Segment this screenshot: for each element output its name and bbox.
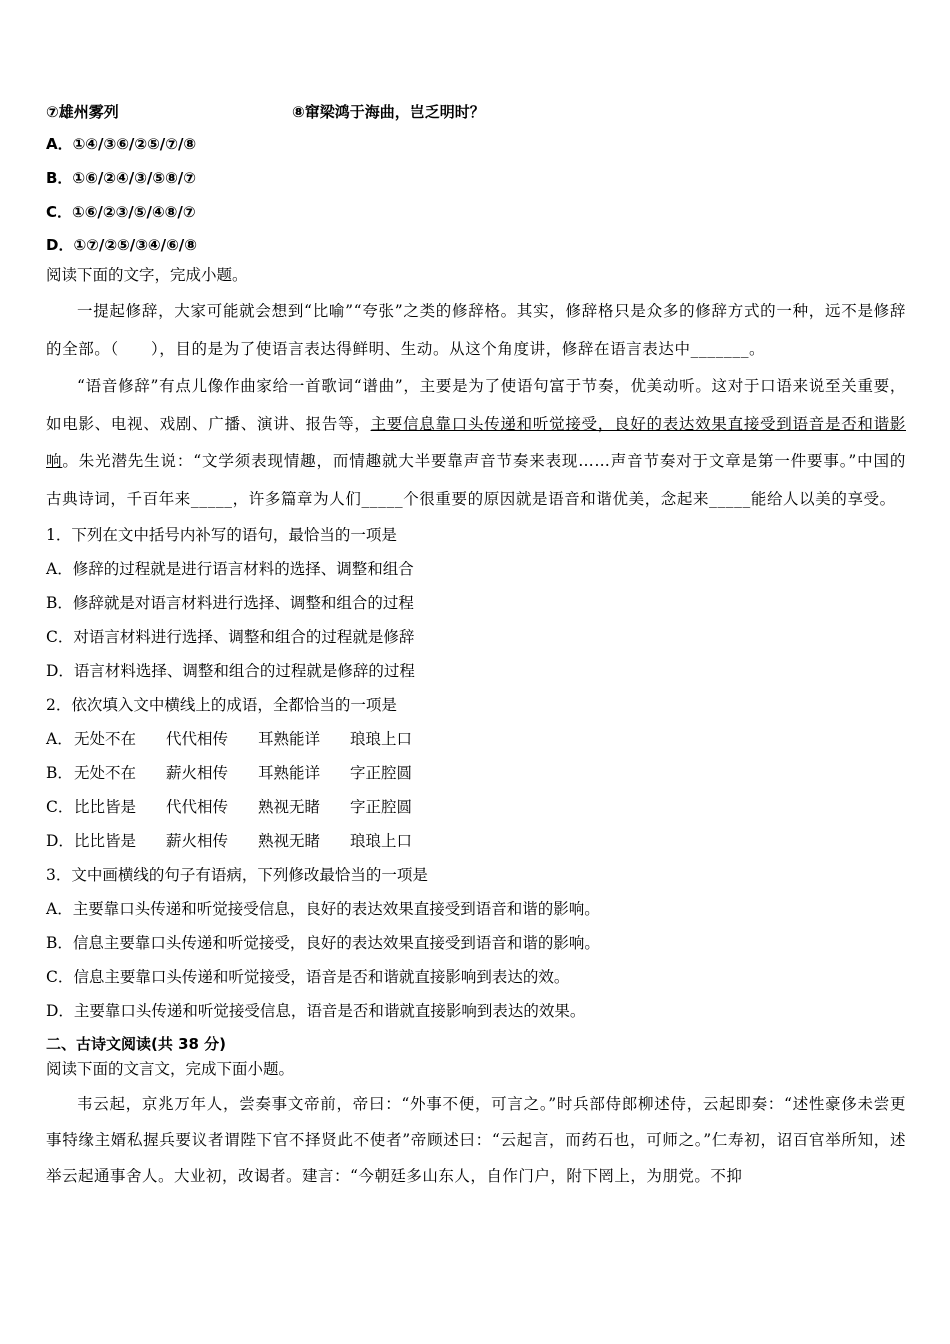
- q2-option-c: [46, 790, 906, 824]
- q2-word: 琅琅上口: [350, 730, 413, 748]
- section-2-title: 二、古诗文阅读(共 38 分): [46, 1035, 227, 1053]
- q2-word: 字正腔圆: [350, 798, 413, 816]
- top-items-row: [46, 97, 906, 127]
- item-7: ⑦雄州雾列: [46, 103, 119, 121]
- order-option-d: D．①⑦/②⑤/③④/⑥/⑧: [46, 236, 197, 254]
- document-page: [46, 97, 906, 1194]
- q2-option-b: [46, 756, 906, 790]
- passage-p2-before: “语音修辞”有点儿像作曲家给一首歌词“谱曲”，主要是为了使语句富于节奏，优美动听。这对于口语来说至关重要，如电影、电视、戏剧、广播、演讲、报告等，: [46, 377, 906, 433]
- order-option-c: C．①⑥/②③/⑤/④⑧/⑦: [46, 203, 196, 221]
- q2-option-label: B．: [46, 764, 73, 782]
- q2-word: 耳熟能详: [258, 730, 321, 748]
- passage-paragraph-1: 一提起修辞，大家可能就会想到“比喻”“夸张”之类的修辞格。其实，修辞格只是众多的修辞方式的一种，远不是修辞的全部。（ ），目的是为了使语言表达得鲜明、生动。从这个角度讲，修辞在语言表达中_______。: [46, 302, 906, 358]
- q2-option-a: [46, 722, 906, 756]
- q2-option-label: D．: [46, 832, 74, 850]
- q3-option-b: B．信息主要靠口头传递和听觉接受，良好的表达效果直接受到语音和谐的影响。: [46, 934, 600, 952]
- q3-stem: 3．文中画横线的句子有语病，下列修改最恰当的一项是: [46, 866, 428, 884]
- passage-paragraph-2: [46, 368, 906, 518]
- q1-option-c: C．对语言材料进行选择、调整和组合的过程就是修辞: [46, 628, 415, 646]
- q2-word: 无处不在: [74, 764, 137, 782]
- q3-option-c: C．信息主要靠口头传递和听觉接受，语音是否和谐就直接影响到表达的效。: [46, 968, 570, 986]
- q2-option-label: C．: [46, 798, 74, 816]
- q2-word: 耳熟能详: [258, 764, 321, 782]
- q2-word: 代代相传: [166, 730, 229, 748]
- q2-option-d: [46, 824, 906, 858]
- q2-word: 无处不在: [74, 730, 137, 748]
- q2-word: 比比皆是: [74, 832, 137, 850]
- q1-stem: 1．下列在文中括号内补写的语句，最恰当的一项是: [46, 526, 397, 544]
- q1-option-d: D．语言材料选择、调整和组合的过程就是修辞的过程: [46, 662, 415, 680]
- q2-word: 薪火相传: [166, 832, 229, 850]
- q2-word: 薪火相传: [166, 764, 229, 782]
- q2-word: 熟视无睹: [258, 798, 321, 816]
- order-option-b: B．①⑥/②④/③/⑤⑧/⑦: [46, 169, 196, 187]
- order-option-a: A．①④/③⑥/②⑤/⑦/⑧: [46, 135, 197, 153]
- q1-option-b: B．修辞就是对语言材料进行选择、调整和组合的过程: [46, 594, 414, 612]
- q2-stem: 2．依次填入文中横线上的成语，全都恰当的一项是: [46, 696, 397, 714]
- q2-word: 熟视无睹: [258, 832, 321, 850]
- classical-passage: 韦云起，京兆万年人，尝奏事文帝前，帝曰：“外事不便，可言之。”时兵部侍郎柳述侍，云起即奏：“述性豪侈未尝更事特缘主婿私握兵要议者谓陛下官不择贤此不使者”帝顾述曰：“云起言，而药石也，可师之。”仁寿初，诏百官举所知，述举云起通事舍人。大业初，改谒者。建言：“今朝廷多山东人，自作门户，附下罔上，为朋党。不抑: [46, 1095, 906, 1185]
- section-2-intro: 阅读下面的文言文，完成下面小题。: [46, 1060, 295, 1078]
- reading-intro: 阅读下面的文字，完成小题。: [46, 266, 248, 284]
- passage-p2-after: 。朱光潜先生说：“文学须表现情趣，而情趣就大半要靠声音节奏来表现……声音节奏对于文章是第一件要事。”中国的古典诗词，千百年来_____，许多篇章为人们_____个很重要的原因就是语音和谐优美，念起来_____能给人以美的享受。: [46, 452, 906, 508]
- q2-word: 琅琅上口: [350, 832, 413, 850]
- underlined-sentence: 主要信息靠口头传递和听觉接受，良好的表达效果直接受到语音是否和谐影响: [46, 414, 906, 470]
- q2-word: 字正腔圆: [350, 764, 413, 782]
- q3-option-d: D．主要靠口头传递和听觉接受信息，语音是否和谐就直接影响到表达的效果。: [46, 1002, 586, 1020]
- q3-option-a: A．主要靠口头传递和听觉接受信息，良好的表达效果直接受到语音和谐的影响。: [46, 900, 600, 918]
- q2-word: 代代相传: [166, 798, 229, 816]
- item-8: ⑧窜梁鸿于海曲，岂乏明时？: [292, 103, 485, 121]
- q2-option-label: A．: [46, 730, 73, 748]
- q1-option-a: A．修辞的过程就是进行语言材料的选择、调整和组合: [46, 560, 414, 578]
- q2-word: 比比皆是: [74, 798, 137, 816]
